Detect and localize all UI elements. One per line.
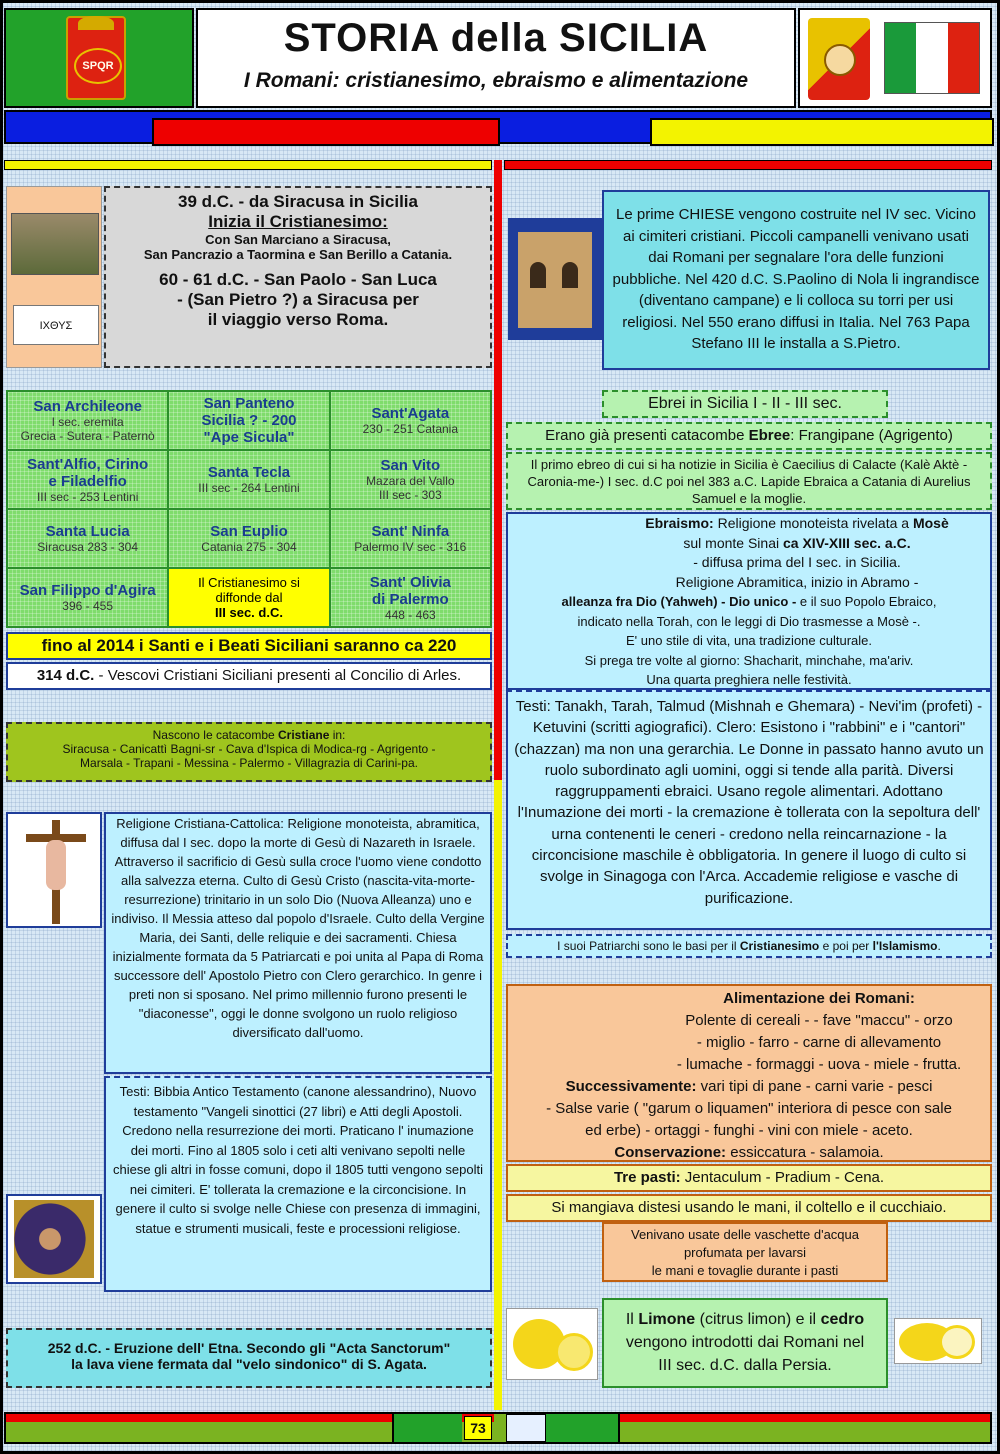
alimentazione-line5: - Salse varie ( "garum o liquamen" interiora di pesce con sale [546, 1100, 952, 1117]
saint-cell [8, 569, 167, 626]
bell-tower-picture [508, 218, 602, 340]
right-top-strip [504, 160, 992, 170]
saints-grid [6, 390, 492, 628]
santi-2014: fino al 2014 i Santi e i Beati Siciliani saranno ca 220 [6, 632, 492, 660]
conservazione-label: Conservazione: [614, 1144, 727, 1161]
saint-name: Il Cristianesimo si [198, 575, 300, 590]
testi-ebraici-box [506, 690, 992, 930]
tre-pasti-label: Tre pasti: [613, 1169, 681, 1186]
etna-line-1: 252 d.C. - Eruzione dell' Etna. Secondo gli "Acta Sanctorum" [47, 1340, 451, 1356]
header-left-panel [4, 8, 194, 108]
patriarchi-a: I suoi Patriarchi sono le basi per il [557, 939, 740, 953]
ebraismo-popolo: e il suo Popolo Ebraico, [799, 594, 937, 609]
intro-pictures [6, 186, 102, 368]
limone-line3: III sec. d.C. dalla Persia. [658, 1357, 832, 1374]
header-right-panel [798, 8, 992, 108]
primo-ebreo-box [506, 452, 992, 510]
limone-mid: (citrus limon) e il [695, 1311, 821, 1328]
ebraismo-sinai: sul monte Sinai [683, 534, 783, 551]
ebrei-title: Ebrei in Sicilia I - II - III sec. [602, 390, 888, 418]
madonna-icon [14, 1200, 94, 1278]
saint-detail: diffonde dal [215, 590, 283, 605]
alimentazione-line4: vari tipi di pane - carni varie - pesci [696, 1078, 933, 1095]
vaschette-box [602, 1222, 888, 1282]
christianity-start-box [104, 186, 492, 368]
saint-detail: III sec. d.C. [215, 605, 283, 620]
saint-cell [169, 510, 328, 567]
crucifix-picture [6, 812, 102, 928]
catacombe-ebree [506, 422, 992, 450]
saint-name: San Panteno [203, 395, 295, 412]
color-band [4, 110, 992, 144]
ebraismo-box [506, 512, 992, 690]
ichthys-label: ΙΧΘΥΣ [39, 320, 73, 332]
arles-text: - Vescovi Cristiani Siciliani presenti al Concilio di Arles. [94, 667, 462, 684]
alimentazione-line7: essiccatura - salamoia. [726, 1144, 884, 1161]
saint-cell [331, 569, 490, 626]
icon-madonna-picture [6, 1194, 102, 1284]
catacombe-ebree-b: Ebree [748, 427, 791, 444]
sicily-map-icon [506, 1414, 546, 1442]
saint-detail: 448 - 463 [384, 607, 436, 622]
catacombe-ebree-a: Erano già presenti catacombe [545, 427, 749, 444]
ebraismo-quarta: Una quarta preghiera nelle festività. [646, 672, 852, 687]
cedro-label: cedro [820, 1311, 865, 1328]
catacombe-intro: Nascono le catacombe [152, 728, 279, 742]
religione-cristiana-box [104, 812, 492, 1074]
saint-name: Sant'Alfio, Cirino [27, 455, 149, 473]
saint-detail: "Ape Sicula" [203, 429, 295, 446]
patriarchi-c: e poi per [819, 939, 873, 953]
etna-box [6, 1328, 492, 1388]
saint-detail: Palermo IV sec - 316 [354, 540, 467, 554]
lemon-picture-left [506, 1308, 598, 1380]
tre-pasti [506, 1164, 992, 1192]
column-separator-yellow [494, 780, 502, 1410]
saint-detail: I sec. eremita [51, 415, 124, 429]
saint-detail: III sec - 303 [378, 488, 442, 502]
tre-pasti-text: Jentaculum - Pradium - Cena. [680, 1169, 885, 1186]
testi-cristiani-text: Testi: Bibbia Antico Testamento (canone alessandrino), Nuovo testamento "Vangeli sinottici (27 libri) e Atti degli Apostoli. Credono nella resurrezione dei morti. Praticano l' inumazione dei morti. Fino al 1805 solo i ceti alti venivano sepolti nelle chiese gli altri in fosse comuni, dopo il 1805 tutti vengono sepolti nei cimiteri. E' tollerata la cremazione e la circoncisione. In genere il culto si svolge nelle Chiese con presenza di immagini, statue e strumenti musicali, feste e processioni religiose. [113, 1084, 483, 1236]
ebraismo-date: ca XIV-XIII sec. a.C. [782, 534, 911, 551]
lemon-picture-right [894, 1318, 982, 1364]
ebraismo-line4: Religione Abramitica, inizio in Abramo - [675, 573, 919, 590]
arles-date: 314 d.C. [36, 667, 95, 684]
saint-name: Sant'Agata [371, 405, 450, 422]
patriarchi-islamismo: l'Islamismo [872, 939, 938, 953]
saint-detail: III sec - 253 Lentini [36, 489, 139, 504]
saint-detail: e Filadelfio [48, 472, 127, 490]
page-subtitle: I Romani: cristianesimo, ebraismo e alimentazione [243, 69, 749, 92]
bell-tower-icon [518, 232, 592, 328]
saint-name: San Euplio [210, 523, 288, 540]
page-number: 73 [464, 1416, 492, 1440]
primo-ebreo-text: Il primo ebreo di cui si ha notizie in Sicilia è Caecilius di Calacte (Kalè Aktè - Caronia-me-) I sec. d.C poi nel 383 a.C. Lapide Ebraica a Catania di Aurelius Samuel e la moglie. [527, 457, 971, 506]
mangiava-line: Si mangiava distesi usando le mani, il coltello e il cucchiaio. [506, 1194, 992, 1222]
saint-cell [169, 451, 328, 508]
spqr-emblem-icon [66, 16, 126, 100]
header-title-panel [196, 8, 796, 108]
saint-detail: Siracusa 283 - 304 [37, 540, 139, 554]
limone-box [602, 1298, 888, 1388]
saint-cell [331, 510, 490, 567]
limone-line2: vengono introdotti dai Romani nel [625, 1334, 865, 1351]
successivamente-label: Successivamente: [565, 1078, 697, 1095]
saint-name: Sant' Ninfa [371, 523, 450, 540]
alimentazione-box [506, 984, 992, 1162]
catacombe-list-1: Siracusa - Canicattì Bagni-sr - Cava d'Ispica di Modica-rg - Agrigento - [62, 742, 436, 756]
vaschette-line2: profumata per lavarsi [683, 1245, 807, 1260]
saint-detail: 230 - 251 Catania [362, 422, 459, 436]
ebraismo-label: Ebraismo: [645, 515, 714, 531]
alimentazione-line2: - miglio - farro - carne di allevamento [696, 1034, 942, 1051]
ebraismo-mose: Mosè [912, 515, 949, 531]
ebraismo-line3: - diffusa prima del I sec. in Sicilia. [693, 554, 901, 570]
date-39: 39 d.C. - da Siracusa in Sicilia [178, 192, 418, 211]
saint-name: Sant' Olivia [369, 573, 451, 591]
patriarchi-e: . [937, 939, 941, 953]
paolo-line: 60 - 61 d.C. - San Paolo - San Luca [159, 270, 437, 289]
ebraismo-def: Religione monoteista rivelata a [713, 515, 913, 531]
vaschette-line1: Venivano usate delle vaschette d'acqua [631, 1227, 859, 1242]
testi-ebraici-text: Testi: Tanakh, Tarah, Talmud (Mishnah e Ghemara) - Nevi'im (profeti) - Ketuvini (scritti agiografici). Clero: Esistono i "rabbini" e i "cantori" (chazzan) ma non una gerarchia. Le Donne in passato hanno avuto un ruolo subordinato agli uomini, oggi si tende alla parità. Diversi raggruppamenti ebraici. Usano regole alimentari. Adottano l'Inumazione dei morti - la cremazione è tollerata con la sepoltura dell' urna contenenti le ceneri - credono nella reincarnazione - la circoncisione maschile è obbligatoria. In genere il luogo di culto si svolge in Sinagoga con l'Arca. Accademie religiose e vasche di purificazione. [514, 698, 984, 907]
religione-text: Religione Cristiana-Cattolica: Religione monoteista, abramitica, diffusa dal I sec. dopo la morte di Gesù di Nazareth in Israele. Attraverso il sacrificio di Gesù sulla croce l'uomo viene condotto alla salvezza eterna. Culto di Gesù Cristo (nascita-vita-morte-resurrezione) trinitario in un solo Dio (Nuova Alleanza) uno e indiviso. Il Messia atteso dal popolo d'Israele. Culto della Vergine Maria, dei Santi, delle reliquie e dei sacramenti. Chiesa inizialmente formata da 5 Patriarcati e poi unita al Papa di Roma successore dell' Apostolo Pietro con Clero gerarchico. In genre i preti non si sposano. Nel primo millennio furono presenti le "diaconesse", oggi le donne svolgono un ruolo religioso diversificato dall'uomo. [111, 816, 485, 1040]
saint-name: San Vito [380, 457, 441, 474]
spqr-label: SPQR [74, 48, 122, 84]
saint-detail: Catania 275 - 304 [201, 540, 297, 554]
ebraismo-stile: E' uno stile di vita, una tradizione culturale. [625, 633, 872, 648]
footer-band [4, 1412, 992, 1444]
saint-cell [169, 569, 328, 626]
saint-detail: III sec - 264 Lentini [198, 481, 300, 495]
saint-cell [331, 392, 490, 449]
trinacria-head-icon [824, 44, 856, 76]
eagle-icon [78, 16, 114, 30]
vaschette-line3: le mani e tovaglie durante i pasti [651, 1263, 839, 1278]
saint-cell [169, 392, 328, 449]
trinacria-flag-icon [808, 18, 870, 100]
marciano-line: Con San Marciano a Siracusa, [205, 232, 391, 247]
patriarchi-line [506, 934, 992, 958]
saint-detail: di Palermo [371, 590, 449, 608]
catacombe-in: in: [329, 728, 346, 742]
chiese-text: Le prime CHIESE vengono costruite nel IV sec. Vicino ai cimiteri cristiani. Piccoli campanelli venivano usati dai Romani per segnalare l'ora delle funzioni pubbliche. Nel 420 d.C. S.Paolino di Nola li ingrandisce (diventano campane) e li colloca su torri per usi religiosi. Nel 550 erano diffusi in Italia. Nel 763 Papa Stefano III le installa a S.Pietro. [612, 206, 980, 352]
left-top-strip [4, 160, 492, 170]
saint-detail: Grecia - Sutera - Paternò [20, 429, 155, 443]
testi-cristiani-box [104, 1076, 492, 1292]
saint-detail: 396 - 455 [62, 599, 114, 613]
catacombe-box [6, 722, 492, 782]
alimentazione-line1: Polente di cereali - - fave "maccu" - orzo [685, 1012, 953, 1029]
alimentazione-line6: ed erbe) - ortaggi - funghi - vini con miele - aceto. [585, 1122, 913, 1139]
saint-detail: Mazara del Vallo [366, 474, 455, 488]
arles-line [6, 662, 492, 690]
ebraismo-preghiera: Si prega tre volte al giorno: Shacharit, minchahe, ma'ariv. [584, 652, 914, 668]
etna-line-2: la lava viene fermata dal "velo sindonico" di S. Agata. [71, 1356, 427, 1372]
pietro-line: - (San Pietro ?) a Siracusa per [177, 290, 419, 309]
ebraismo-alleanza: alleanza fra Dio (Yahweh) - Dio unico - [561, 594, 800, 609]
italian-flag-icon [884, 22, 980, 94]
saint-cell [8, 510, 167, 567]
saint-cell [8, 451, 167, 508]
catacombe-cristiane: Cristiane [278, 728, 330, 742]
patriarchi-cristianesimo: Cristianesimo [739, 939, 820, 953]
cristianesimo-heading: Inizia il Cristianesimo: [208, 212, 388, 231]
catacombe-list-2: Marsala - Trapani - Messina - Palermo - Villagrazia di Carini-pa. [80, 756, 418, 770]
saint-cell [8, 392, 167, 449]
ichthys-fish-icon [13, 305, 99, 345]
saint-name: Santa Lucia [45, 523, 130, 540]
saint-cell [331, 451, 490, 508]
alimentazione-title: Alimentazione dei Romani: [723, 990, 915, 1007]
saint-name: Santa Tecla [207, 464, 291, 481]
alimentazione-line3: - lumache - formaggi - uova - miele - frutta. [676, 1056, 962, 1073]
cave-photo [11, 213, 99, 275]
catacombe-ebree-c: : Frangipane (Agrigento) [790, 427, 953, 444]
page-title: STORIA della SICILIA [283, 16, 709, 60]
limone-il: Il [625, 1311, 639, 1328]
pancrazio-line: San Pancrazio a Taormina e San Berillo a Catania. [143, 247, 453, 262]
saint-name: San Archileone [33, 398, 142, 415]
roma-line: il viaggio verso Roma. [207, 310, 389, 329]
saint-detail: Sicilia ? - 200 [201, 412, 297, 429]
chiese-box [602, 190, 990, 370]
ebraismo-torah: indicato nella Torah, con le leggi di Dio trasmesse a Mosè -. [577, 613, 921, 629]
saint-name: San Filippo d'Agira [19, 582, 156, 599]
limone-label: Limone [638, 1311, 696, 1328]
